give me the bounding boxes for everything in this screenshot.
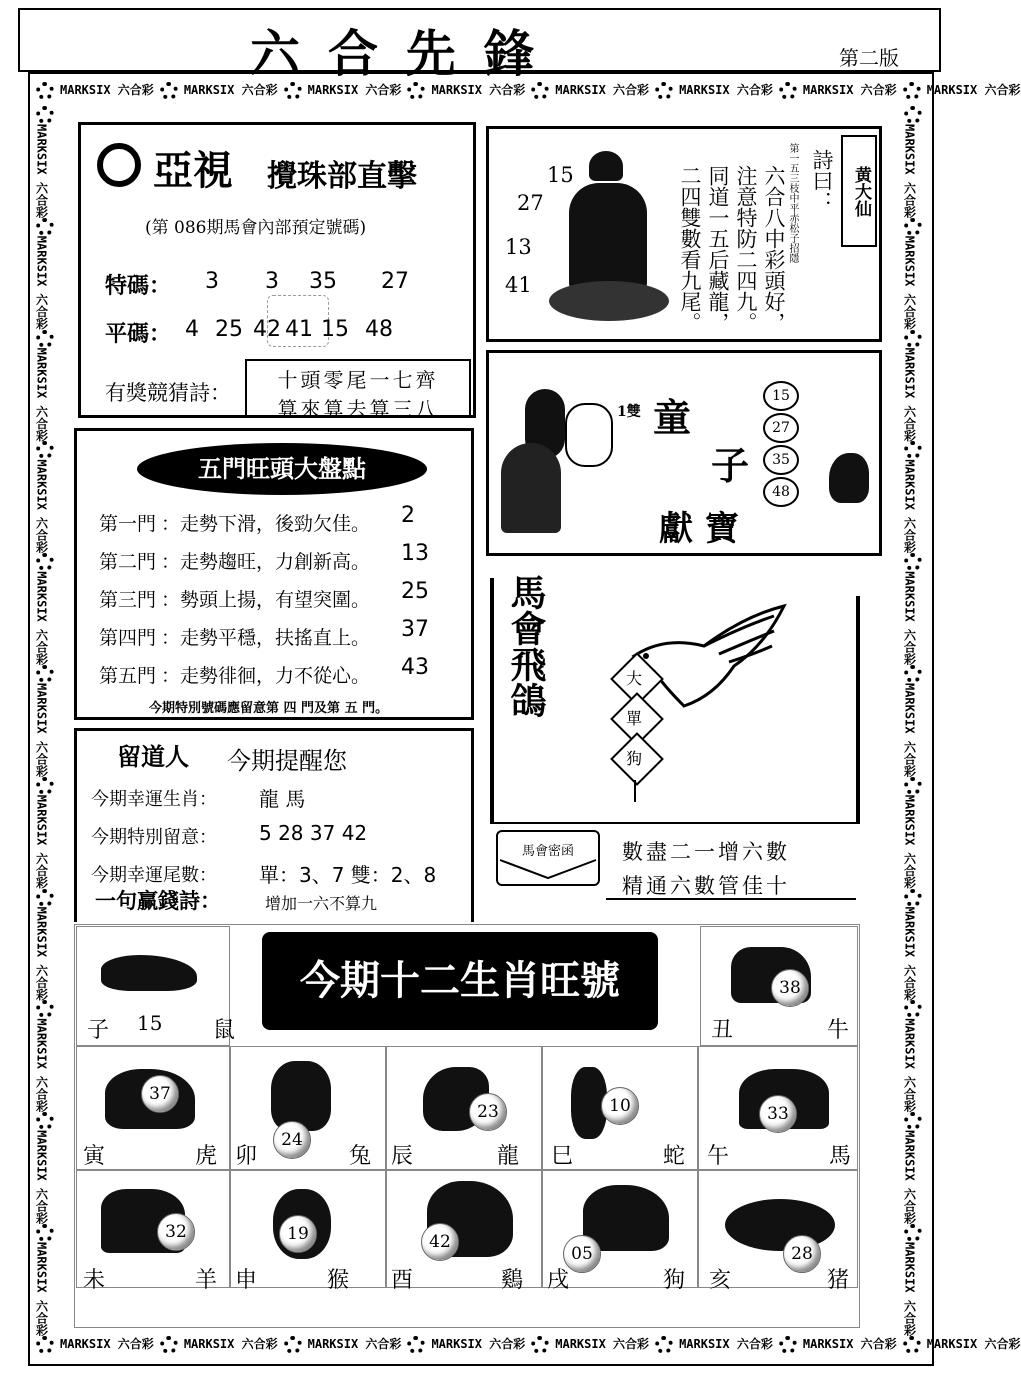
normal-num-3: 42 <box>253 317 281 342</box>
money-poem: 增加一六不算九 <box>265 894 378 913</box>
pigeon-line-1: 數盡二一增六數 <box>622 840 790 864</box>
flower-icon <box>904 665 922 683</box>
sage-box <box>486 126 882 342</box>
flower-icon <box>779 82 797 100</box>
bottom-strip: MARKSIX 六合彩 MARKSIX 六合彩 MARKSIX 六合彩 MARKSIX 六合彩 MARKSIX 六合彩 MARKSIX 六合彩 MARKSIX 六合彩 MARKSIX 六合彩 <box>30 1328 928 1360</box>
flower-icon <box>36 441 54 459</box>
zodiac-animal-name: 龍 <box>497 1144 520 1169</box>
flower-icon <box>407 1336 425 1354</box>
reminder-label: 今期幸運尾數： <box>91 865 217 886</box>
flower-icon <box>36 82 54 100</box>
gate-text: ：走勢平穩，扶搖直上。 <box>161 627 371 649</box>
zodiac-number-ball: 10 <box>601 1087 639 1125</box>
gate-text: ：勢頭上揚，有望突圍。 <box>161 589 371 611</box>
zodiac-cell-dog <box>542 1170 698 1293</box>
zodiac-cell-ox <box>700 926 858 1046</box>
gate-num: 43 <box>401 655 429 680</box>
flower-icon <box>531 82 549 100</box>
gate-text: ：走勢趨旺，力創新高。 <box>161 551 371 573</box>
right-strip: MARKSIX 六合彩MARKSIX 六合彩MARKSIX 六合彩MARKSIX 六合彩MARKSIX 六合彩MARKSIX 六合彩MARKSIX 六合彩MARKSIX 六合彩MARKSIX 六合彩MARKSIX 六合彩MARKSIX 六合彩 <box>898 106 928 1326</box>
five-gates-footnote: 今期特別號碼應留意第 四 門及第 五 門。 <box>149 701 389 716</box>
flower-icon <box>904 218 922 236</box>
flower-icon <box>655 1336 673 1354</box>
zodiac-number-ball: 38 <box>771 969 809 1007</box>
zodiac-banner: 今期十二生肖旺號 <box>262 932 658 1030</box>
flower-icon <box>36 330 54 348</box>
flower-icon <box>904 553 922 571</box>
child-num-3: 35 <box>763 445 799 475</box>
money-poem-label: 一句赢錢詩： <box>95 888 221 913</box>
five-gates-box <box>74 428 474 720</box>
gate-label: 第一門 <box>99 513 157 535</box>
reminder-value: 龍 馬 <box>259 787 306 811</box>
reminder-label: 今期幸運生肖： <box>91 789 217 810</box>
zodiac-animal-name: 蛇 <box>663 1144 686 1169</box>
flower-icon <box>904 1224 922 1242</box>
zodiac-animal-name: 狗 <box>663 1268 686 1293</box>
zodiac-branch: 寅 <box>83 1144 106 1169</box>
zodiac-cell-rooster <box>386 1170 542 1293</box>
sage-num-4: 41 <box>505 273 532 297</box>
poem-line-2: 算來算去算三八 <box>277 397 439 421</box>
normal-num-4: 41 <box>285 317 313 342</box>
dog-figure-icon <box>829 453 869 503</box>
pigeon-tag-3: 狗 <box>626 749 643 768</box>
flower-icon <box>36 1336 54 1354</box>
zodiac-cell-dragon <box>386 1046 542 1170</box>
zodiac-number: 15 <box>137 1011 163 1035</box>
zodiac-cell-pig <box>698 1170 858 1293</box>
envelope-icon <box>496 830 600 886</box>
child-num-2: 27 <box>763 413 799 443</box>
special-label: 特碼： <box>105 274 172 299</box>
zodiac-animal-name: 馬 <box>829 1144 852 1169</box>
zodiac-cell-monkey <box>230 1170 386 1293</box>
top-strip: MARKSIX 六合彩 MARKSIX 六合彩 MARKSIX 六合彩 MARKSIX 六合彩 MARKSIX 六合彩 MARKSIX 六合彩 MARKSIX 六合彩 MARKSIX 六合彩 <box>30 74 928 106</box>
child-title-3: 獻 寶 <box>659 509 739 549</box>
gate-label: 第二門 <box>99 551 157 573</box>
special-num-4: 27 <box>381 269 409 294</box>
children-figure-icon <box>495 373 615 543</box>
tv-box <box>78 122 476 421</box>
gate-text: ：走勢下滑，後勁欠佳。 <box>161 513 371 535</box>
zodiac-number-ball: 23 <box>469 1093 507 1131</box>
gate-num: 13 <box>401 541 429 566</box>
flower-icon <box>904 777 922 795</box>
zodiac-number-ball: 19 <box>279 1215 317 1253</box>
rabbit-icon <box>271 1061 331 1131</box>
page-title: 六合先鋒 <box>250 25 562 83</box>
flower-icon <box>284 82 302 100</box>
zodiac-branch: 卯 <box>235 1144 258 1169</box>
header <box>18 8 941 83</box>
tv-logo-icon <box>97 143 141 187</box>
sage-num-1: 15 <box>547 163 574 187</box>
gate-label: 第五門 <box>99 665 157 687</box>
zodiac-animal-name: 鼠 <box>213 1018 236 1043</box>
zodiac-cell-goat <box>76 1170 230 1293</box>
poem-box <box>245 359 471 421</box>
pigeon-tag-tassel <box>634 780 636 802</box>
flower-icon <box>407 82 425 100</box>
pigeon-tag-2: 單 <box>626 709 643 728</box>
flower-icon <box>655 82 673 100</box>
zodiac-branch: 申 <box>235 1268 258 1293</box>
zodiac-animal-name: 虎 <box>195 1144 218 1169</box>
normal-num-1: 4 <box>185 317 199 342</box>
flower-icon <box>36 553 54 571</box>
flower-icon <box>904 1000 922 1018</box>
poem-label: 有獎競猜詩： <box>105 381 231 405</box>
child-title-1: 童 <box>653 395 692 440</box>
pig-icon <box>725 1199 835 1251</box>
edition-label: 第二版 <box>839 46 899 70</box>
pigeon-right-rule <box>856 596 860 822</box>
sage-poem-col-1: 六合八中彩頭好， <box>762 165 786 333</box>
flower-icon <box>36 218 54 236</box>
gate-num: 25 <box>401 579 429 604</box>
sage-badge: 黄大仙 <box>841 135 877 247</box>
flower-icon <box>36 1112 54 1130</box>
left-strip: MARKSIX 六合彩MARKSIX 六合彩MARKSIX 六合彩MARKSIX 六合彩MARKSIX 六合彩MARKSIX 六合彩MARKSIX 六合彩MARKSIX 六合彩MARKSIX 六合彩MARKSIX 六合彩MARKSIX 六合彩 <box>30 106 60 1326</box>
sage-poem-title: 詩曰： <box>810 149 834 212</box>
zodiac-animal-name: 牛 <box>827 1018 850 1043</box>
child-num-1: 15 <box>763 381 799 411</box>
pigeon-tag-1: 大 <box>626 669 643 688</box>
zodiac-branch: 酉 <box>391 1268 414 1293</box>
flower-icon <box>903 1336 921 1354</box>
flower-icon <box>903 82 921 100</box>
special-num-1: 3 <box>205 269 219 294</box>
zodiac-animal-name: 兔 <box>349 1144 372 1169</box>
zodiac-branch: 子 <box>87 1018 110 1043</box>
special-num-2: 3 <box>265 269 279 294</box>
pigeon-line-2: 精通六數管佳十 <box>622 874 790 898</box>
reminder-value: 單：3、7 雙：2、8 <box>259 863 437 887</box>
zodiac-number-ball: 32 <box>157 1213 195 1251</box>
flower-icon <box>284 1336 302 1354</box>
zodiac-number-ball: 42 <box>421 1223 459 1261</box>
zodiac-branch: 辰 <box>391 1144 414 1169</box>
zodiac-cell-snake <box>542 1046 698 1170</box>
gate-label: 第三門 <box>99 589 157 611</box>
zodiac-cell-horse <box>698 1046 858 1170</box>
zodiac-animal-name: 羊 <box>195 1268 218 1293</box>
reminder-heading: 今期提醒您 <box>227 747 347 775</box>
pigeon-left-rule <box>490 578 494 822</box>
zodiac-number-ball: 28 <box>783 1235 821 1273</box>
sage-poem-col-3: 同道一五后藏龍， <box>706 165 730 333</box>
flower-icon <box>904 441 922 459</box>
five-gates-banner: 五門旺頭大盤點 <box>137 443 427 495</box>
flower-icon <box>904 1112 922 1130</box>
zodiac-cell-rabbit <box>230 1046 386 1170</box>
zodiac-animal-name: 鷄 <box>501 1268 524 1293</box>
special-num-3: 35 <box>309 269 337 294</box>
pigeon-title: 馬會飛鴿 <box>505 574 547 718</box>
zodiac-branch: 未 <box>83 1268 106 1293</box>
sage-side-note: 第一五三枝中平赤松子招隱 <box>787 143 798 263</box>
flower-icon <box>36 777 54 795</box>
gate-label: 第四門 <box>99 627 157 649</box>
flower-icon <box>36 665 54 683</box>
zodiac-number-ball: 24 <box>273 1121 311 1159</box>
child-mark: 1雙 <box>617 404 641 420</box>
sage-num-2: 27 <box>517 191 544 215</box>
tv-logo-text: 亞視 <box>153 148 233 194</box>
child-title-2: 子 <box>711 443 750 488</box>
flower-icon <box>36 106 54 124</box>
sage-poem-col-2: 注意特防二四九。 <box>734 165 758 333</box>
normal-num-5: 15 <box>321 317 349 342</box>
tv-note: (第 086期馬會內部預定號碼) <box>145 218 367 238</box>
flower-icon <box>160 82 178 100</box>
reminder-label: 今期特別留意： <box>91 827 217 848</box>
flower-icon <box>160 1336 178 1354</box>
normal-label: 平碼： <box>105 322 172 347</box>
zodiac-branch: 丑 <box>711 1018 734 1043</box>
child-num-4: 48 <box>763 477 799 507</box>
gate-text: ：走勢徘徊，力不從心。 <box>161 665 371 687</box>
child-box <box>486 350 882 556</box>
gate-num: 37 <box>401 617 429 642</box>
zodiac-number-ball: 05 <box>563 1235 601 1273</box>
zodiac-branch: 午 <box>707 1144 730 1169</box>
zodiac-branch: 巳 <box>551 1144 574 1169</box>
gate-num: 2 <box>401 503 415 528</box>
flower-icon <box>904 106 922 124</box>
flower-icon <box>904 889 922 907</box>
reminder-box <box>74 728 474 922</box>
flower-icon <box>904 330 922 348</box>
zodiac-animal-name: 猪 <box>827 1268 850 1293</box>
zodiac-number-ball: 37 <box>141 1075 179 1113</box>
normal-num-6: 48 <box>365 317 393 342</box>
flower-icon <box>531 1336 549 1354</box>
flower-icon <box>36 889 54 907</box>
zodiac-branch: 戌 <box>547 1268 570 1293</box>
sage-num-3: 13 <box>505 235 532 259</box>
rat-icon <box>101 955 197 991</box>
flower-icon <box>779 1336 797 1354</box>
poem-line-1: 十頭零尾一七齊 <box>277 368 439 392</box>
sage-poem-col-4: 二四雙數看九尾。 <box>678 165 702 333</box>
envelope-label: 馬會密函 <box>521 844 574 859</box>
normal-num-2: 25 <box>215 317 243 342</box>
flower-icon <box>36 1224 54 1242</box>
reminder-brand: 留道人 <box>117 742 189 771</box>
zodiac-animal-name: 猴 <box>327 1268 350 1293</box>
tv-subtitle: 攪珠部直擊 <box>267 159 417 194</box>
zodiac-number-ball: 33 <box>759 1095 797 1133</box>
zodiac-cell-tiger <box>76 1046 230 1170</box>
zodiac-branch: 亥 <box>709 1268 732 1293</box>
flower-icon <box>36 1000 54 1018</box>
zodiac-cell-rat <box>76 926 236 1046</box>
reminder-value: 5 28 37 42 <box>259 821 368 845</box>
